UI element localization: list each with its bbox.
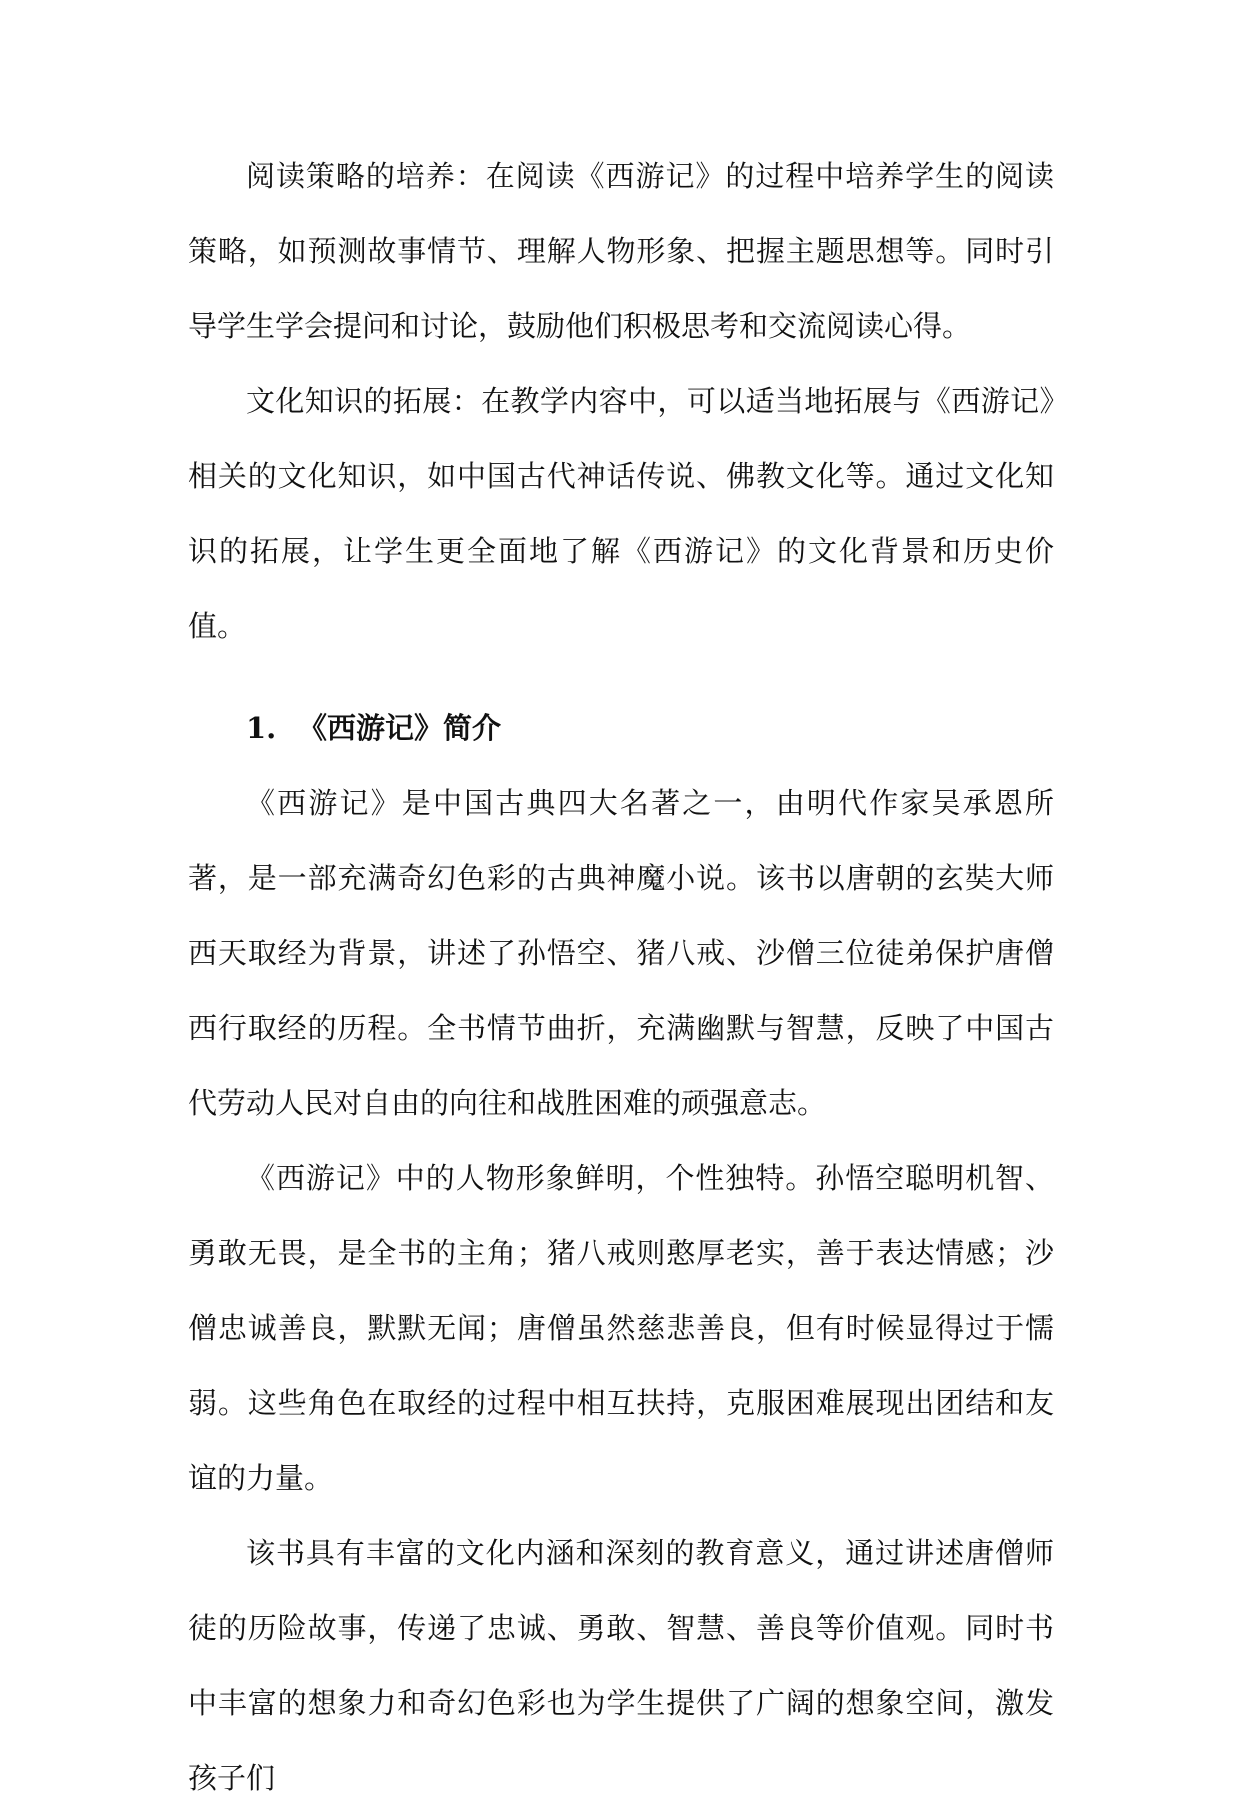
paragraph-reading-strategy: 阅读策略的培养：在阅读《西游记》的过程中培养学生的阅读策略，如预测故事情节、理解人物形象、把握主题思想等。同时引导学生学会提问和讨论，鼓励他们积极思考和交流阅读心得。 bbox=[188, 159, 1054, 343]
document-body bbox=[188, 139, 1054, 1816]
section-number: 1. bbox=[246, 711, 277, 745]
section-title: 《西游记》简介 bbox=[298, 711, 502, 745]
paragraph-intro: 《西游记》是中国古典四大名著之一，由明代作家吴承恩所著，是一部充满奇幻色彩的古典神魔小说。该书以唐朝的玄奘大师西天取经为背景，讲述了孙悟空、猪八戒、沙僧三位徒弟保护唐僧西行取经的历程。全书情节曲折，充满幽默与智慧，反映了中国古代劳动人民对自由的向往和战胜困难的顽强意志。 bbox=[188, 786, 1054, 1120]
paragraph-cultural-knowledge: 文化知识的拓展：在教学内容中，可以适当地拓展与《西游记》相关的文化知识，如中国古代神话传说、佛教文化等。通过文化知识的拓展，让学生更全面地了解《西游记》的文化背景和历史价值。 bbox=[188, 384, 1054, 643]
section-heading bbox=[188, 691, 1054, 766]
paragraph-education: 该书具有丰富的文化内涵和深刻的教育意义，通过讲述唐僧师徒的历险故事，传递了忠诚、勇敢、智慧、善良等价值观。同时书中丰富的想象力和奇幻色彩也为学生提供了广阔的想象空间，激发孩子们 bbox=[188, 1536, 1054, 1795]
paragraph-characters: 《西游记》中的人物形象鲜明，个性独特。孙悟空聪明机智、勇敢无畏，是全书的主角；猪八戒则憨厚老实，善于表达情感；沙僧忠诚善良，默默无闻；唐僧虽然慈悲善良，但有时候显得过于懦弱。这些角色在取经的过程中相互扶持，克服困难展现出团结和友谊的力量。 bbox=[188, 1161, 1054, 1495]
